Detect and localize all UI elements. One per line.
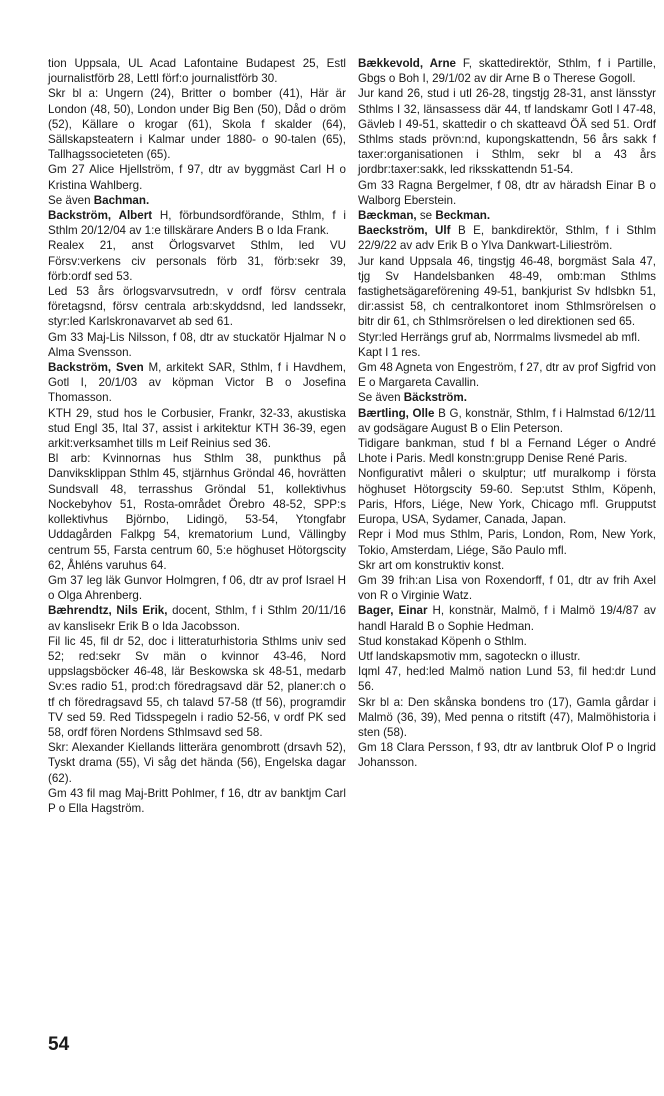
- page-number: 54: [48, 1034, 70, 1055]
- entry-heading: Bæckman, se Beckman.: [358, 209, 491, 223]
- right-column: [358, 56, 656, 771]
- paragraph: Jur kand Uppsala 46, tingstjg 46-48, borgmäst Sala 47, tjg Sv Handelsbanken 48-49, omb:man Sthlms fastighetsägareförening 49-51, bankjurist Sv hdlsbkn 51, dir:assist 58, ch centralkontoret inom Sthlmsrörelsen o bitr dir 61, ch Sthlmsrörelsen o led direktionen sed 65.: [358, 254, 656, 329]
- paragraph: Led 53 års örlogsvarvsutredn, v ordf försv centrala företagsnd, försv centrala arb:skyddsnd, led landssekr, styr:led Karlskronavarvet ab sed 61.: [48, 285, 346, 329]
- paragraph: Gm 33 Maj-Lis Nilsson, f 08, dtr av stuckatör Hjalmar N o Alma Svensson.: [48, 330, 346, 359]
- paragraph: Gm 39 frih:an Lisa von Roxendorff, f 01, dtr av frih Axel von R o Virginie Watz.: [358, 573, 656, 603]
- paragraph: Se även Bäckström.: [358, 391, 467, 405]
- paragraph: KTH 29, stud hos le Corbusier, Frankr, 32-33, akustiska stud Engl 35, Ital 37, assist i arkitektur KTH 36-39, egen arkit:verksamhet tills m Leif Reinius sed 36.: [48, 406, 346, 451]
- paragraph: Skr bl a: Ungern (24), Britter o bomber (41), Här är London (48, 50), London under Big Ben (50), Dåd o dröm (52), Källare o krogar (61), Skola f skalder (64), Sällskapsteatern i Kalmar under 1880- o 90-talen (65), Tallhagssocieteten (65).: [48, 87, 346, 162]
- paragraph: Realex 21, anst Örlogsvarvet Sthlm, led VU Försv:verkens civ personals förb 31, förb:sekr 39, förb:ordf sed 53.: [48, 239, 346, 283]
- paragraph: Skr art om konstruktiv konst.: [358, 558, 505, 572]
- paragraph: Gm 43 fil mag Maj-Britt Pohlmer, f 16, dtr av banktjm Carl P o Ella Hagström.: [48, 786, 346, 815]
- paragraph: Tidigare bankman, stud f bl a Fernand Léger o André Lhote i Paris. Medl konstn:grupp Denise René Paris.: [358, 437, 656, 466]
- paragraph: Styr:led Herrängs gruf ab, Norrmalms livsmedel ab mfl.: [358, 330, 641, 344]
- paragraph: Skr: Alexander Kiellands litterära genombrott (drsavh 52), Tyskt drama (55), Vi såg det hända (56), Engelska dagar (62).: [48, 741, 346, 785]
- paragraph: Se även Bachman.: [48, 193, 150, 207]
- entry-heading: Bærtling, Olle B G, konstnär, Sthlm, f i Halmstad 6/12/11 av godsägare August B o Elin Peterson.: [358, 406, 657, 435]
- paragraph: Gm 27 Alice Hjellström, f 97, dtr av byggmäst Carl H o Kristina Wahlberg.: [48, 163, 346, 192]
- paragraph: Iqml 47, hed:led Malmö nation Lund 53, fil hed:dr Lund 56.: [358, 665, 656, 694]
- entry-heading: Backström, Albert H, förbundsordförande, Sthlm, f i Sthlm 20/12/04 av 1:e tillskärare Anders B o Ida Frank.: [48, 209, 346, 238]
- paragraph: Utf landskapsmotiv mm, sagoteckn o illustr.: [358, 649, 581, 663]
- paragraph: tion Uppsala, UL Acad Lafontaine Budapest 25, Estl journalistförb 28, Lettl förf:o journalistförb 30.: [48, 57, 346, 86]
- paragraph: Gm 33 Ragna Bergelmer, f 08, dtr av häradsh Einar B o Walborg Eberstein.: [358, 178, 656, 207]
- entry-heading: Bæhrendtz, Nils Erik, docent, Sthlm, f i Sthlm 20/11/16 av kanslisekr Erik B o Ida Jacobsson.: [48, 604, 347, 633]
- entry-heading: Bækkevold, Arne F, skattedirektör, Sthlm, f i Partille, Gbgs o Boh I, 29/1/02 av dir Arne B o Therese Gogoll.: [358, 57, 656, 86]
- paragraph: Repr i Mod mus Sthlm, Paris, London, Rom, New York, Tokio, Amsterdam, Liége, São Paulo mfl.: [358, 528, 656, 557]
- paragraph: Jur kand 26, stud i utl 26-28, tingstjg 28-31, anst länsstyr Sthlms I 32, länsassess där 44, tf landskamr Gotl I 47-48, Gävleb I 49-51, skattedir o ch skatteavd ÖÄ sed 51. Ordf Sthlms stads prövn:nd, kupongskattendn, 56 års sakk f taxer:organisationen i Sthlm, sekr bl a 43 års jordbr:taxer:sakk, led riksskattendn 51-54.: [358, 87, 656, 177]
- entry-heading: Backström, Sven M, arkitekt SAR, Sthlm, f i Havdhem, Gotl I, 20/1/03 av köpman Victor B o Josefina Thomasson.: [48, 361, 346, 405]
- paragraph: Stud konstakad Köpenh o Sthlm.: [358, 634, 527, 648]
- left-column: [48, 56, 346, 816]
- entry-heading: Baeckström, Ulf B E, bankdirektör, Sthlm, f i Sthlm 22/9/22 av adv Erik B o Ylva Dankwart-Lilieström.: [358, 224, 656, 253]
- paragraph: Fil lic 45, fil dr 52, doc i litteraturhistoria Sthlms univ sed 52; red:sekr Sv män o kvinnor 43-46, Nord uppslagsböcker 46-48, lär Beskowska sk 48-51, medarb Sv:es radio 51, prod:ch föredragsavd där 52, planer:ch o tf ch föredragsavd 55, ch talavd 57-58 (tf 56), programdir TV sed 59. Red Tidsspegeln i radio 52-56, v ordf PK sed 58, ordf fören Nordens Sthlmsavd sed 58.: [48, 634, 346, 739]
- paragraph: Gm 48 Agneta von Engeström, f 27, dtr av prof Sigfrid von E o Margareta Cavallin.: [358, 361, 656, 390]
- paragraph: Skr bl a: Den skånska bondens tro (17), Gamla gårdar i Malmö (36, 39), Med penna o ritstift (47), Malmöhistoria i sten (58).: [358, 695, 656, 739]
- paragraph: Bl arb: Kvinnornas hus Sthlm 38, punkthus på Danviksklippan Sthlm 45, stjärnhus Gröndal 46, hovrätten Sundsvall 48, terrasshus Gröndal 51, kollektivhus Nockebyhov 51, Rosta-området Örebro 48-52, SPP:s kollektivhus Björnbo, Lidingö, 53-54, Ytongfabr Uddagården Falkpg 54, krematorium Lund, Vällingby centrum 55, Farsta centrum 60, 5:e höghuset Hötorgscity 62, Åhléns varuhus 64.: [48, 452, 346, 572]
- paragraph: Gm 37 leg läk Gunvor Holmgren, f 06, dtr av prof Israel H o Olga Ahrenberg.: [48, 573, 346, 603]
- paragraph: Nonfigurativt måleri o skulptur; utf muralkomp i första höghuset Hötorgscity 59-60. Sep:utst Sthlm, Köpenh, Paris, Hfors, Liége, New York, Chicago mfl. Grupputst Europa, USA, Sydamer, Canada, Japan.: [358, 467, 656, 527]
- entry-heading: Bager, Einar H, konstnär, Malmö, f i Malmö 19/4/87 av handl Harald B o Sophie Hedman.: [358, 604, 656, 633]
- paragraph: Gm 18 Clara Persson, f 93, dtr av lantbruk Olof P o Ingrid Johansson.: [358, 741, 656, 770]
- paragraph: Kapt I 1 res.: [358, 345, 421, 359]
